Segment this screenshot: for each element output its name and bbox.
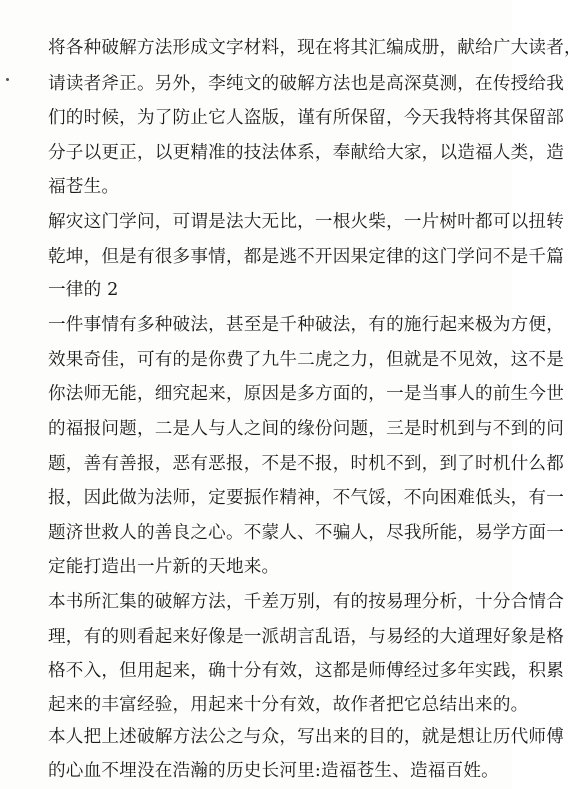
text-line: 格不入，但用起来，确十分有效，这都是师傅经过多年实践，积累 (48, 661, 565, 681)
text-line: 本人把上述破解方法公之与众，写出来的目的，就是想让历代师傅 (48, 727, 565, 747)
text-line: 解灾这门学问，可谓是法大无比，一根火柴，一片树叶都可以扭转 (48, 212, 565, 232)
text-line: 题济世救人的善良之心。不蒙人、不骗人，尽我所能，易学方面一 (48, 523, 565, 543)
text-line: 定能打造出一片新的天地来。 (48, 557, 280, 577)
text-line: 请读者斧正。另外，李纯文的破解方法也是高深莫测，在传授给我 (48, 74, 565, 94)
text-line: 一律的 2 (48, 280, 119, 300)
text-line: 理，有的则看起来好像是一派胡言乱语，与易经的大道理好象是格 (48, 627, 565, 647)
text-line: 乾坤，但是有很多事情，都是逃不开因果定律的这门学问不是千篇 (48, 247, 565, 267)
text-line: 的心血不埋没在浩瀚的历史长河里:造福苍生、造福百姓。 (48, 761, 499, 781)
text-line: 们的时候，为了防止它人盗版，谨有所保留，今天我特将其保留部 (48, 108, 565, 128)
text-line: 一件事情有多种破法，甚至是千种破法，有的施行起来极为方便， (48, 315, 565, 335)
text-line: 效果奇佳，可有的是你费了九牛二虎之力，但就是不见效，这不是 (48, 350, 565, 370)
text-line: 起来的丰富经验，用起来十分有效，故作者把它总结出来的。 (48, 695, 529, 715)
scan-speck (6, 78, 9, 81)
text-line: 福苍生。 (48, 177, 120, 197)
text-line: 题，善有善报，恶有恶报，不是不报，时机不到，到了时机什么都 (48, 454, 565, 474)
text-line: 将各种破解方法形成文字材料，现在将其汇编成册，献给广大读者， (48, 38, 582, 58)
text-line: 本书所汇集的破解方法，千差万别，有的按易理分析，十分合情合 (48, 592, 565, 612)
text-line: 你法师无能，细究起来，原因是多方面的，一是当事人的前生今世 (48, 384, 565, 404)
text-line: 报，因此做为法师，定要振作精神，不气馁，不向困难低头，有一 (48, 488, 565, 508)
text-line: 分子以更正，以更精准的技法体系，奉献给大家，以造福人类，造 (48, 143, 565, 163)
text-line: 的福报问题，二是人与人之间的缘份问题，三是时机到与不到的问 (48, 419, 565, 439)
